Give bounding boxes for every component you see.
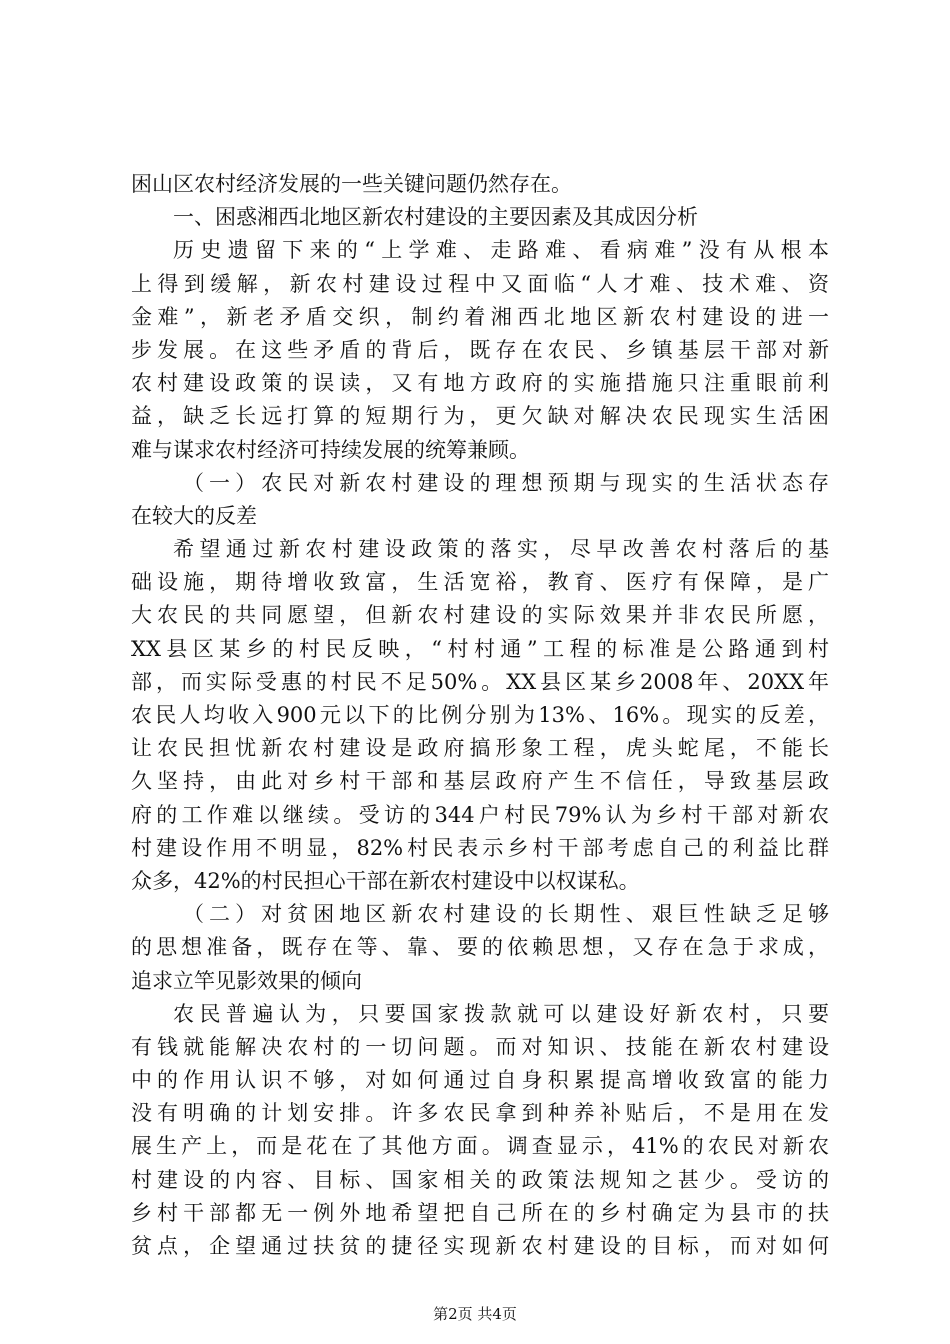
text-line: XX县区某乡的村民反映，“村村通”工程的标准是公路通到村 xyxy=(131,636,829,661)
text-line: 部，而实际受惠的村民不足50%。XX县区某乡2008年、20XX年 xyxy=(131,669,829,694)
text-line: 众多，42%的村民担心干部在新农村建设中以权谋私。 xyxy=(131,868,640,893)
text-line: 础设施，期待增收致富，生活宽裕，教育、医疗有保障，是广 xyxy=(131,570,829,595)
text-line: 让农民担忧新农村建设是政府搞形象工程，虎头蛇尾，不能长 xyxy=(131,736,829,761)
text-line: 农民人均收入900元以下的比例分别为13%、16%。现实的反差， xyxy=(131,703,829,727)
subsection-heading: 的思想准备，既存在等、靠、要的依赖思想，又存在急于求成， xyxy=(131,935,829,960)
text-line: 村建设作用不明显，82%村民表示乡村干部考虑自己的利益比群 xyxy=(131,835,829,860)
text-line: 村建设的内容、目标、国家相关的政策法规知之甚少。受访的 xyxy=(131,1167,829,1192)
text-line: 上得到缓解，新农村建设过程中又面临“人才难、技术难、资 xyxy=(131,271,829,296)
subsection-heading: 追求立竿见影效果的倾向 xyxy=(131,968,362,993)
page-number-footer: 第2页 共4页 xyxy=(433,1305,517,1323)
text-line: 农民普遍认为，只要国家拨款就可以建设好新农村，只要 xyxy=(173,1001,829,1026)
text-line: 希望通过新农村建设政策的落实，尽早改善农村落后的基 xyxy=(173,537,829,562)
subsection-heading: 在较大的反差 xyxy=(131,503,257,528)
text-line: 有钱就能解决农村的一切问题。而对知识、技能在新农村建设 xyxy=(131,1034,829,1059)
subsection-heading: （二）对贫困地区新农村建设的长期性、艰巨性缺乏足够 xyxy=(183,902,829,927)
text-line: 农村建设政策的误读，又有地方政府的实施措施只注重眼前利 xyxy=(131,371,829,396)
section-heading: 一、困惑湘西北地区新农村建设的主要因素及其成因分析 xyxy=(173,205,698,230)
body-text xyxy=(131,168,829,1263)
text-line: 历史遗留下来的“上学难、走路难、看病难”没有从根本 xyxy=(173,238,829,263)
text-line: 久坚持，由此对乡村干部和基层政府产生不信任，导致基层政 xyxy=(131,769,829,794)
text-line: 难与谋求农村经济可持续发展的统筹兼顾。 xyxy=(131,437,530,462)
text-line: 府的工作难以继续。受访的344户村民79%认为乡村干部对新农 xyxy=(131,802,829,827)
text-line: 步发展。在这些矛盾的背后，既存在农民、乡镇基层干部对新 xyxy=(131,337,829,362)
text-line: 困山区农村经济发展的一些关键问题仍然存在。 xyxy=(131,172,572,196)
subsection-heading: （一）农民对新农村建设的理想预期与现实的生活状态存 xyxy=(183,470,829,495)
text-line: 中的作用认识不够，对如何通过自身积累提高增收致富的能力 xyxy=(131,1068,829,1093)
text-line: 贫点，企望通过扶贫的捷径实现新农村建设的目标，而对如何 xyxy=(131,1234,829,1258)
text-line: 大农民的共同愿望，但新农村建设的实际效果并非农民所愿， xyxy=(131,603,829,628)
text-line: 展生产上，而是花在了其他方面。调查显示，41%的农民对新农 xyxy=(131,1134,829,1159)
text-line: 金难”，新老矛盾交织，制约着湘西北地区新农村建设的进一 xyxy=(131,304,829,329)
text-line: 没有明确的计划安排。许多农民拿到种养补贴后，不是用在发 xyxy=(131,1101,829,1126)
text-line: 益，缺乏长远打算的短期行为，更欠缺对解决农民现实生活困 xyxy=(131,404,829,429)
text-line: 乡村干部都无一例外地希望把自己所在的乡村确定为县市的扶 xyxy=(131,1200,829,1225)
